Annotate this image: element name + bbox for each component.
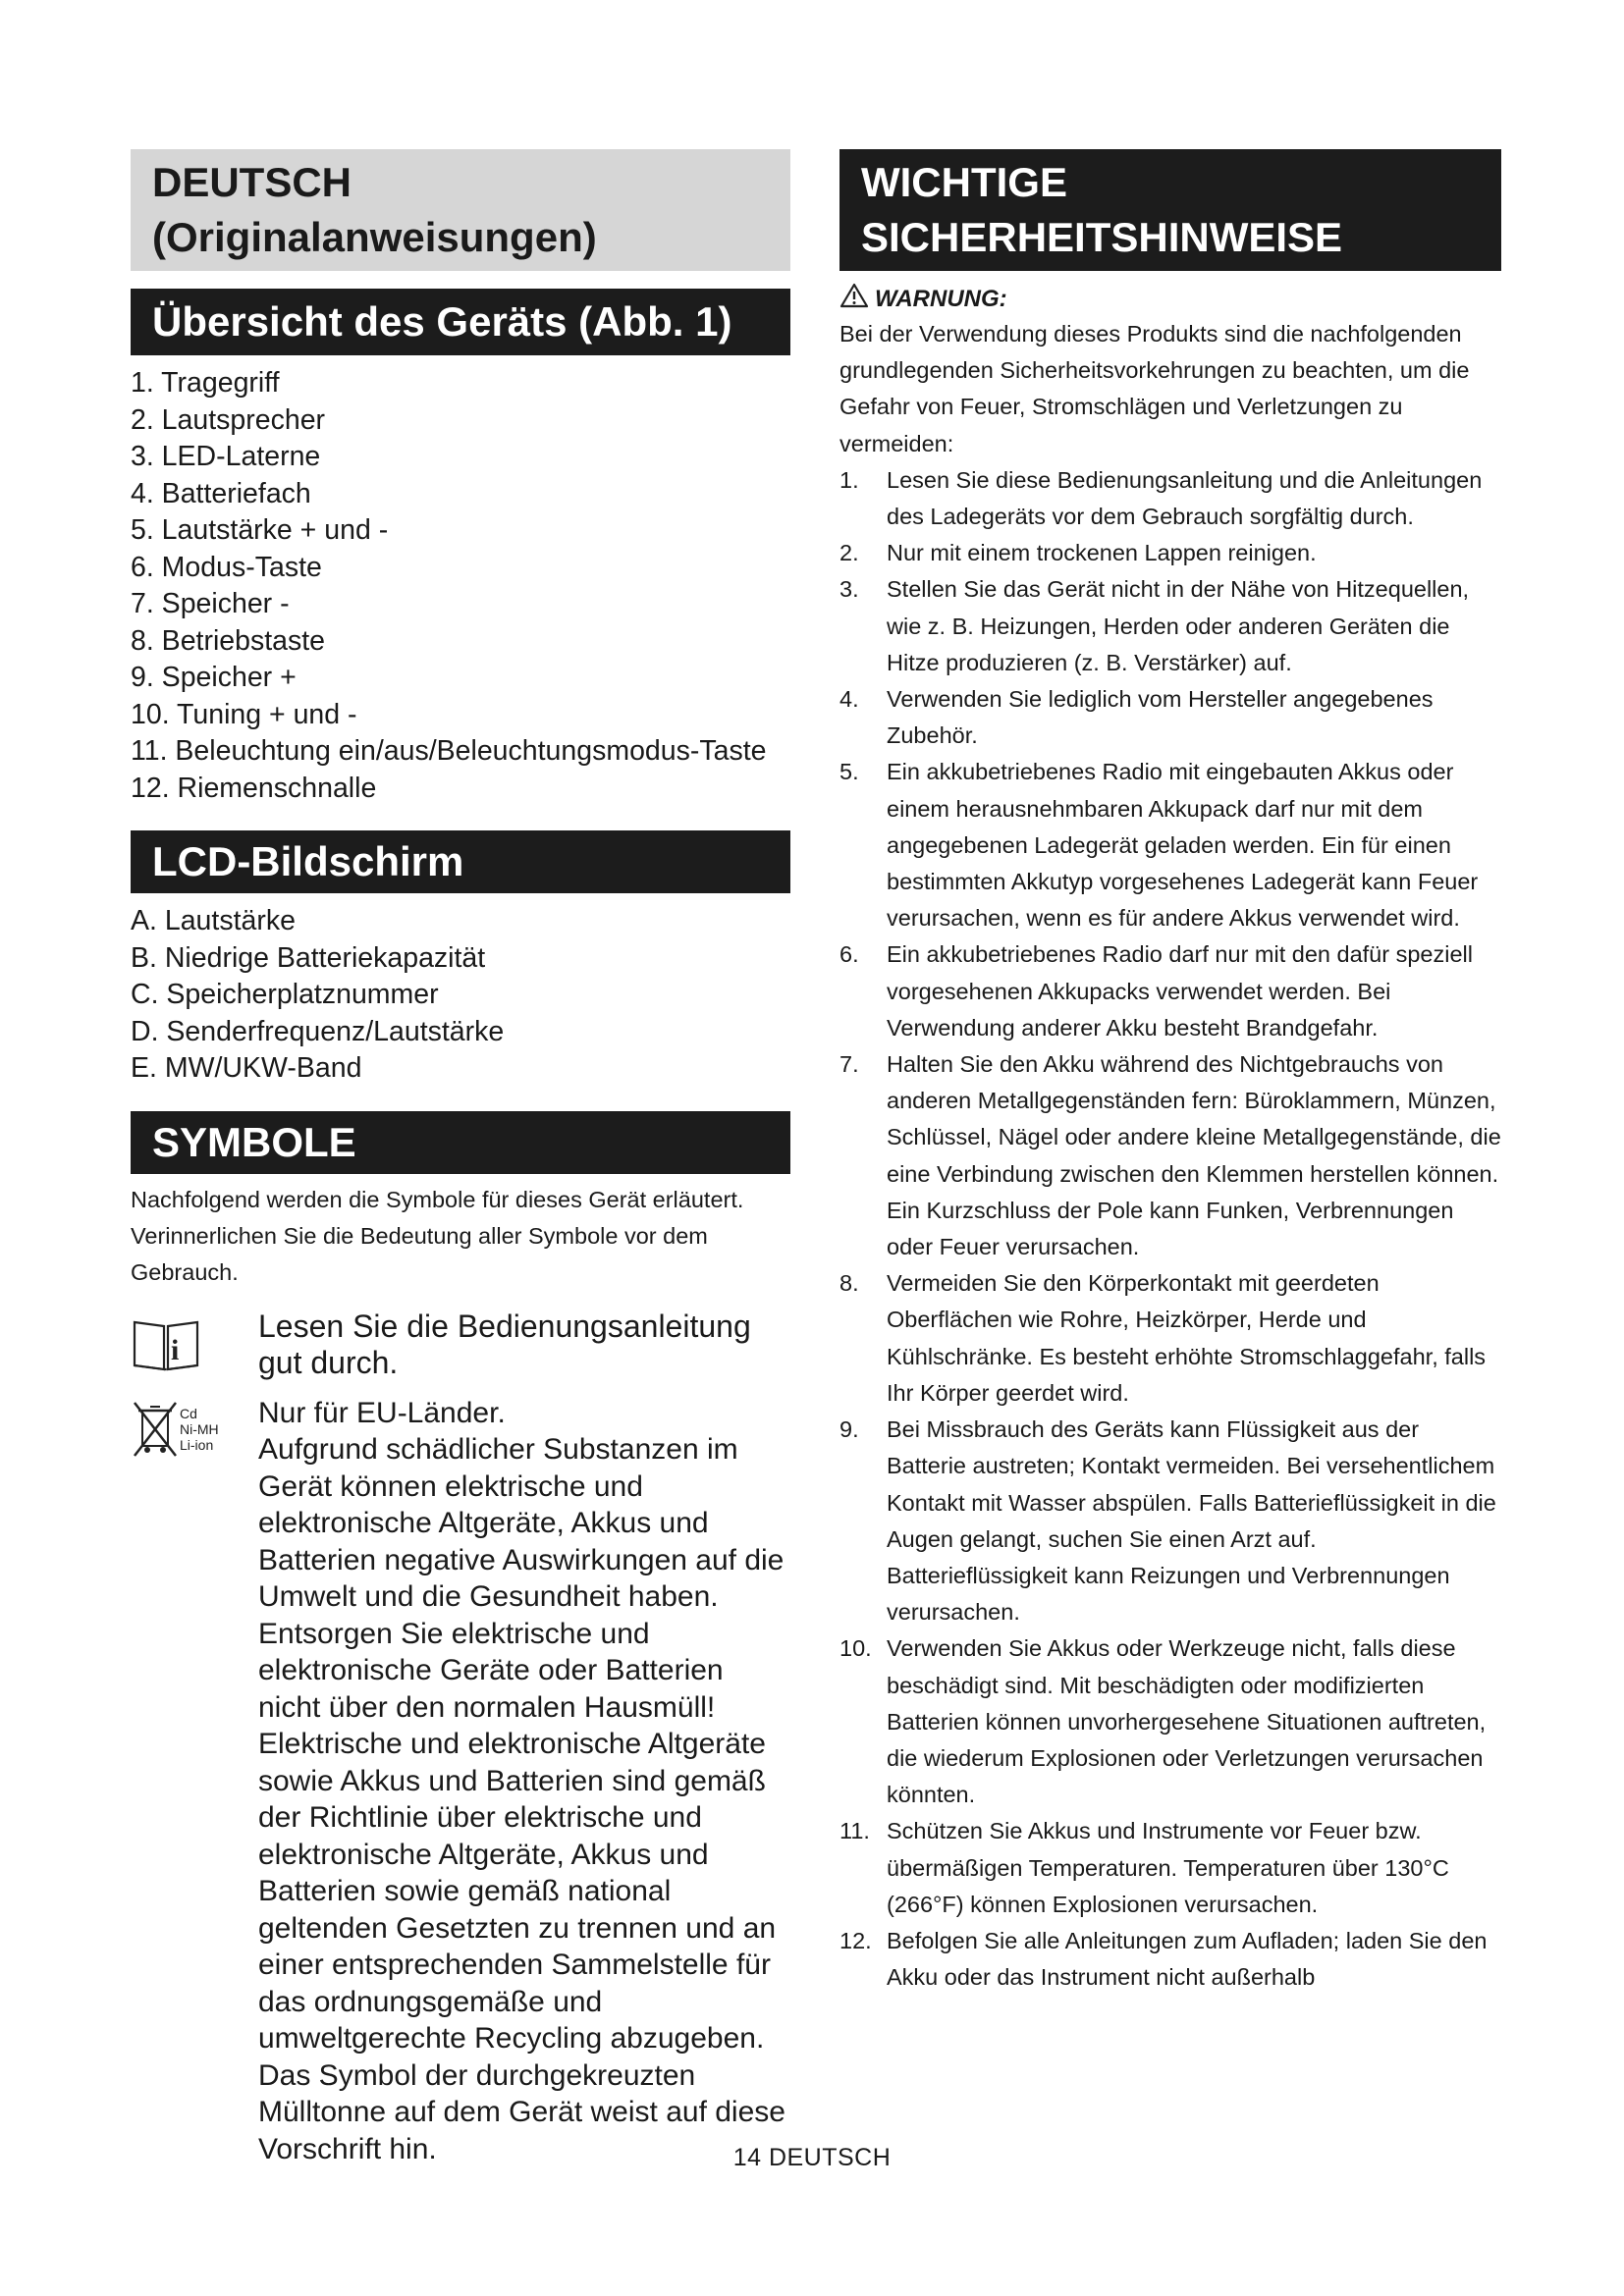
list-item: 1. Tragegriff [131,367,280,399]
left-column [131,149,790,2167]
manual-symbol-row [131,1308,790,1381]
list-item: B. Niedrige Batteriekapazität [131,941,486,974]
warning-triangle-icon [839,283,869,316]
svg-text:i: i [171,1333,180,1366]
safety-heading [839,149,1501,271]
lcd-list [131,903,790,1088]
weee-text-eu: Nur für EU-Länder. [258,1396,506,1429]
page-footer: 14 DEUTSCH [732,2144,892,2171]
manual-symbol-text: Lesen Sie die Bedienungsanleitung gut durch. [258,1308,751,1380]
symbols-intro: Nachfolgend werden die Symbole für dieses Gerät erläutert. Verinnerlichen Sie die Bedeutung aller Symbole vor dem Gebrauch. [131,1186,744,1285]
lcd-heading: LCD-Bildschirm [131,830,790,893]
list-item: 9. Speicher + [131,662,297,693]
warning-text: Bei der Verwendung dieses Produkts sind die nachfolgenden grundlegenden Sicherheitsvorkehrungen zu beachten, um die Gefahr von Feuer, Stromschlägen und Verletzungen zu vermeiden: [839,321,1470,456]
list-item: 4. Batteriefach [131,477,311,509]
overview-list [131,365,790,807]
list-item: 12. Befolgen Sie alle Anleitungen zum Aufladen; laden Sie den Akku oder das Instrument nicht außerhalb [839,1927,1488,1991]
language-subtitle: (Originalanweisungen) [152,214,597,260]
list-item: 2. Nur mit einem trockenen Lappen reinigen. [839,540,1317,566]
weee-label-cd: Cd [180,1405,197,1421]
list-item: 7. Speicher - [131,588,290,619]
language-header [131,149,790,271]
list-item: 2. Lautsprecher [131,403,326,436]
list-item: 6. Ein akkubetriebenes Radio darf nur mit den dafür speziell vorgesehenen Akkupacks verwendet werden. Bei Verwendung anderer Akku besteht Brandgefahr. [839,941,1473,1041]
read-manual-icon [131,1312,201,1383]
overview-heading: Übersicht des Geräts (Abb. 1) [131,289,790,355]
list-item: D. Senderfrequenz/Lautstärke [131,1015,505,1047]
weee-text-body: Aufgrund schädlicher Substanzen im Gerät können elektrische und elektronische Altgeräte, Akkus und Batterien negative Auswirkungen auf die Umwelt und die Gesundheit haben. Entsorgen Sie elektrische und elektronische Geräte oder Batterien nicht über den normalen Hausmüll! Elektrische und elektronische Altgeräte sowie Akkus und Batterien sind gemäß der Richtlinie über elektrische und elektronische Altgeräte, Akkus und Batterien sowie gemäß national geltenden Gesetzten zu trennen und an einer entsprechenden Sammelstelle für das ordnungsgemäße und umweltgerechte Recycling abzugeben. [258,1433,785,2055]
list-item: A. Lautstärke [131,905,296,936]
right-column [839,149,1501,1996]
weee-label-liion: Li-ion [180,1436,214,1453]
list-item: 8. Vermeiden Sie den Körperkontakt mit geerdeten Oberflächen wie Rohre, Heizkörper, Herde und Kühlschränke. Es besteht erhöhte Stromschlaggefahr, falls Ihr Körper geerdet wird. [839,1270,1487,1406]
list-item: 5. Ein akkubetriebenes Radio mit eingebauten Akkus oder einem herausnehmbaren Akkupack darf nur mit dem angegebenen Ladegerät geladen werden. Ein für einen bestimmten Akkutyp vorgesehenes Ladegerät kann Feuer verursachen, wenn es für andere Akkus verwendet wird. [839,759,1479,932]
weee-label-nimh: Ni-MH [180,1420,219,1437]
language-title: DEUTSCH [152,159,352,205]
warning-label [839,283,1501,316]
list-item: 5. Lautstärke + und - [131,514,389,546]
list-item: 10. Verwenden Sie Akkus oder Werkzeuge nicht, falls diese beschädigt sind. Mit beschädigten oder modifizierten Batterien können unvorhergesehene Situationen auftreten, die wiederum Explosionen oder Verletzungen verursachen könnten. [839,1635,1487,1808]
safety-heading-line2: SICHERHEITSHINWEISE [861,214,1343,260]
list-item: 3. Stellen Sie das Gerät nicht in der Nähe von Hitzequellen, wie z. B. Heizungen, Herden oder anderen Geräten die Hitze produzieren (z. B. Verstärker) auf. [839,576,1470,675]
list-item: 11. Schützen Sie Akkus und Instrumente vor Feuer bzw. übermäßigen Temperaturen. Temperaturen über 130°C (266°F) können Explosionen verursachen. [839,1818,1449,1917]
list-item: 9. Bei Missbrauch des Geräts kann Flüssigkeit aus der Batterie austreten; Kontakt vermeiden. Bei versehentlichem Kontakt mit Wasser abspülen. Falls Batterieflüssigkeit in die Augen gelangt, suchen Sie einen Arzt auf. Batterieflüssigkeit kann Reizungen und Verbrennungen verursachen. [839,1416,1496,1626]
list-item: C. Speicherplatznummer [131,979,439,1010]
list-item: 4. Verwenden Sie lediglich vom Hersteller angegebenes Zubehör. [839,686,1434,749]
warning-label-text: WARNUNG: [875,286,1007,312]
safety-list [839,462,1501,1997]
list-item: E. MW/UKW-Band [131,1052,362,1084]
list-item: 8. Betriebstaste [131,624,326,657]
symbols-heading: SYMBOLE [131,1111,790,1174]
list-item: 3. LED-Laterne [131,441,321,472]
list-item: 7. Halten Sie den Akku während des Nichtgebrauchs von anderen Metallgegenständen fern: Büroklammern, Münzen, Schlüssel, Nägel oder andere kleine Metallgegenstände, die eine Verbindung zwischen den Klemmen herstellen können. Ein Kurzschluss der Pole kann Funken, Verbrennungen oder Feuer verursachen. [839,1051,1501,1260]
list-item: 12. Riemenschnalle [131,772,377,804]
safety-heading-line1: WICHTIGE [861,159,1067,205]
list-item: 11. Beleuchtung ein/aus/Beleuchtungsmodus-Taste [131,735,767,767]
list-item: 1. Lesen Sie diese Bedienungsanleitung und die Anleitungen des Ladegeräts vor dem Gebrauch sorgfältig durch. [839,466,1483,530]
crossed-bin-icon [131,1399,239,1477]
list-item: 6. Modus-Taste [131,551,322,583]
weee-text-note: Das Symbol der durchgekreuzten Mülltonne auf dem Gerät weist auf diese Vorschrift hin. [258,2058,785,2165]
weee-symbol-row [131,1395,790,2168]
list-item: 10. Tuning + und - [131,698,357,730]
